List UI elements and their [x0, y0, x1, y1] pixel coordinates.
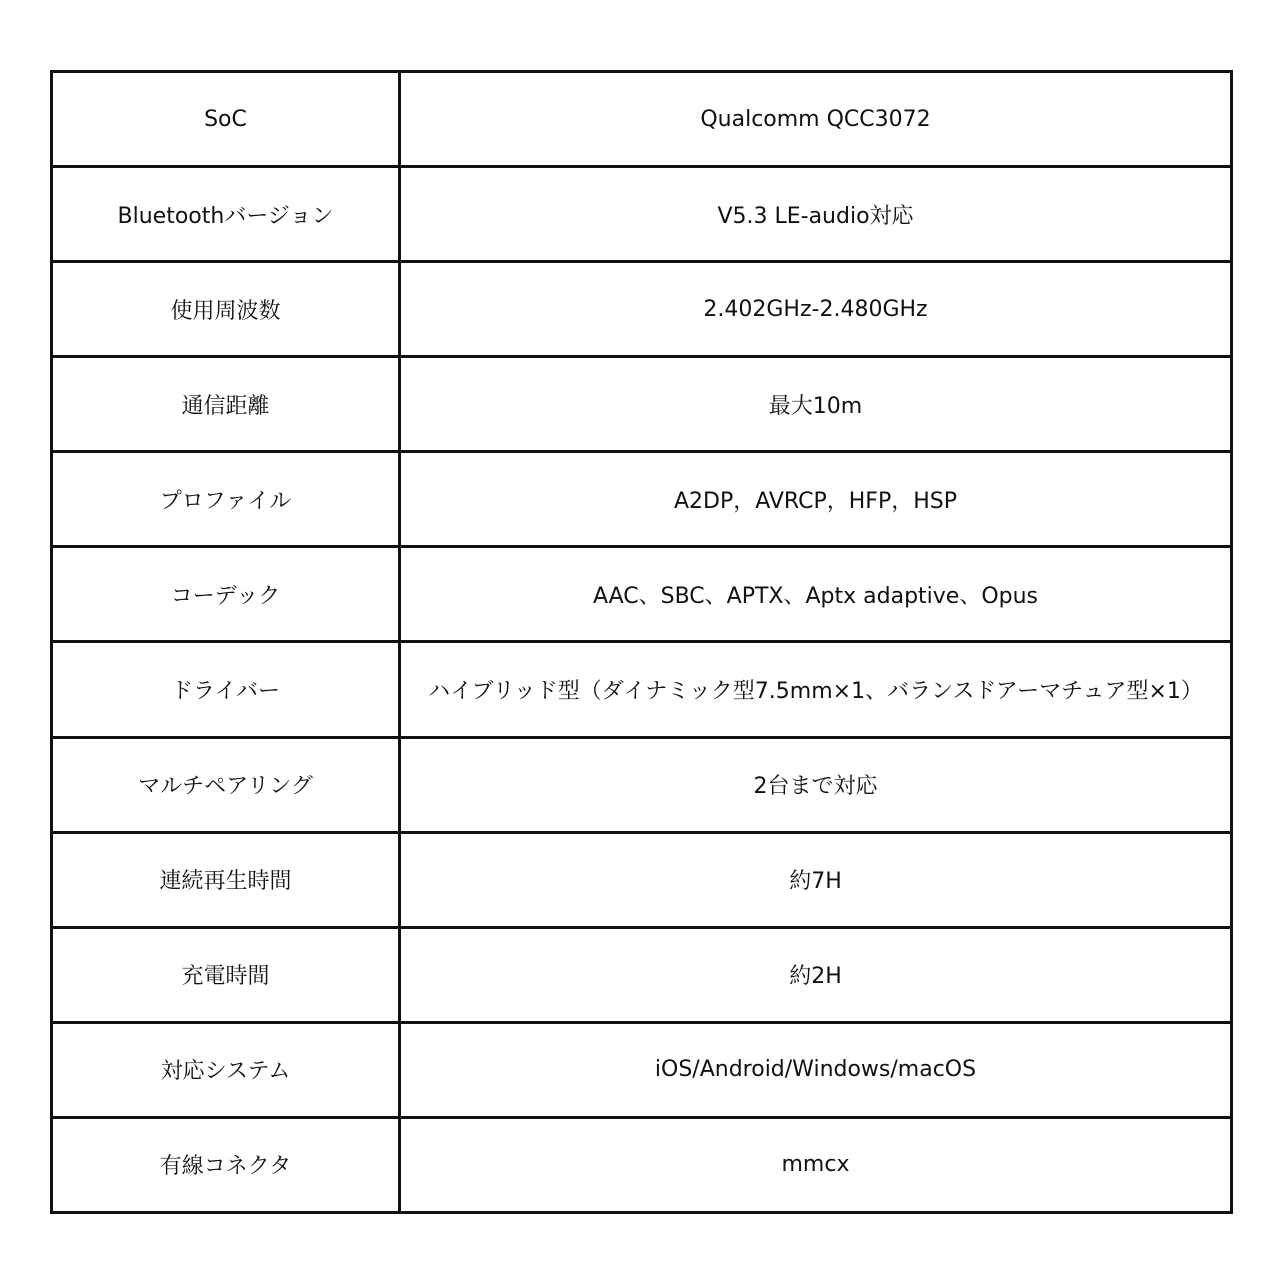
spec-label: Bluetoothバージョン — [52, 167, 400, 262]
table-row — [52, 1022, 1232, 1117]
table-row — [52, 832, 1232, 927]
spec-value: iOS/Android/Windows/macOS — [400, 1022, 1232, 1117]
table-row — [52, 547, 1232, 642]
table-row — [52, 737, 1232, 832]
spec-label: 対応システム — [52, 1022, 400, 1117]
spec-value: mmcx — [400, 1117, 1232, 1212]
table-row — [52, 167, 1232, 262]
spec-label: 連続再生時間 — [52, 832, 400, 927]
spec-value: 2.402GHz-2.480GHz — [400, 262, 1232, 357]
spec-value: 約2H — [400, 927, 1232, 1022]
spec-value: V5.3 LE-audio対応 — [400, 167, 1232, 262]
spec-label: 使用周波数 — [52, 262, 400, 357]
table-row — [52, 642, 1232, 737]
spec-value: ハイブリッド型（ダイナミック型7.5mm×1、バランスドアーマチュア型×1） — [400, 642, 1232, 737]
spec-table — [50, 70, 1233, 1214]
spec-value: 最大10m — [400, 357, 1232, 452]
spec-label: SoC — [52, 72, 400, 167]
spec-value: 約7H — [400, 832, 1232, 927]
table-row — [52, 927, 1232, 1022]
table-row — [52, 262, 1232, 357]
spec-value: Qualcomm QCC3072 — [400, 72, 1232, 167]
table-row — [52, 357, 1232, 452]
spec-value: A2DP，AVRCP，HFP，HSP — [400, 452, 1232, 547]
spec-label: ドライバー — [52, 642, 400, 737]
spec-label: プロファイル — [52, 452, 400, 547]
spec-label: マルチペアリング — [52, 737, 400, 832]
spec-value: AAC、SBC、APTX、Aptx adaptive、Opus — [400, 547, 1232, 642]
table-row — [52, 1117, 1232, 1212]
spec-label: 有線コネクタ — [52, 1117, 400, 1212]
table-row — [52, 452, 1232, 547]
spec-label: 充電時間 — [52, 927, 400, 1022]
spec-value: 2台まで対応 — [400, 737, 1232, 832]
spec-label: 通信距離 — [52, 357, 400, 452]
table-row — [52, 72, 1232, 167]
spec-label: コーデック — [52, 547, 400, 642]
